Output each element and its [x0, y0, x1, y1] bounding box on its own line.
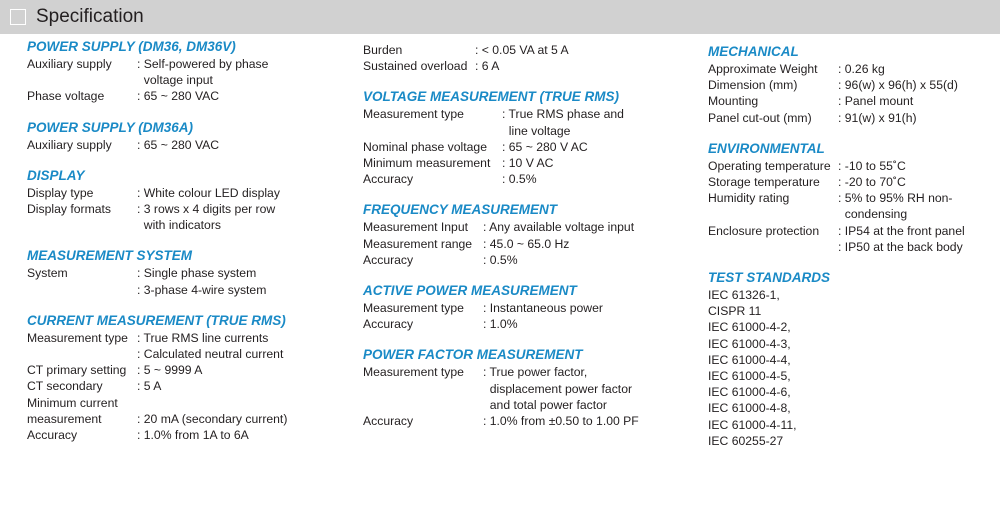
- spec-value-line: : 20 mA (secondary current): [137, 411, 288, 426]
- spec-value-line: : 1.0% from ±0.50 to 1.00 PF: [483, 414, 639, 429]
- spec-row: [363, 252, 683, 268]
- spec-label: Measurement type: [363, 365, 464, 380]
- spec-value: [137, 362, 347, 378]
- spec-value: [137, 411, 347, 427]
- spec-value: [483, 252, 683, 268]
- spec-section-active-power-measurement: [363, 282, 683, 332]
- spec-label: Measurement type: [363, 301, 464, 316]
- spec-label: Dimension (mm): [708, 78, 798, 93]
- spec-row: [708, 368, 1000, 384]
- spec-label: Accuracy: [363, 172, 414, 187]
- spec-row: [708, 384, 1000, 400]
- spec-value-line: : Panel mount: [838, 94, 914, 109]
- spec-row: [708, 336, 1000, 352]
- spec-row: [27, 137, 347, 153]
- spec-label: IEC 61000-4-6,: [708, 385, 791, 400]
- spec-value: [137, 137, 347, 153]
- spec-value-line: : 1.0% from 1A to 6A: [137, 428, 249, 443]
- spec-value: [475, 42, 683, 58]
- spec-label: Operating temperature: [708, 158, 831, 173]
- spec-value: [137, 378, 347, 394]
- section-title: MEASUREMENT SYSTEM: [27, 248, 193, 264]
- spec-value: [483, 219, 683, 235]
- section-title: POWER SUPPLY (DM36, DM36V): [27, 39, 236, 54]
- spec-label: Minimum measurement: [363, 156, 491, 171]
- spec-value-line: : -20 to 70˚C: [838, 175, 906, 190]
- spec-value: [838, 190, 1000, 222]
- spec-row: [708, 190, 1000, 222]
- spec-label: Minimum current: [27, 395, 118, 410]
- spec-column-2: [363, 42, 683, 429]
- spec-value: [137, 201, 347, 233]
- spec-label: CT primary setting: [27, 363, 127, 378]
- spec-label: IEC 61000-4-5,: [708, 369, 791, 384]
- spec-row: [708, 352, 1000, 368]
- spec-value: [502, 171, 683, 187]
- spec-row: [27, 362, 347, 378]
- spec-value: [483, 364, 683, 413]
- spec-row: [363, 42, 683, 58]
- section-title: POWER SUPPLY (DM36A): [27, 119, 194, 135]
- spec-value-line: : -10 to 55˚C: [838, 158, 906, 173]
- spec-label: Accuracy: [363, 414, 414, 429]
- spec-value-line: [137, 395, 347, 411]
- spec-row: [27, 265, 347, 297]
- section-title: ACTIVE POWER MEASUREMENT: [363, 283, 577, 299]
- section-title: DISPLAY: [27, 167, 85, 183]
- spec-value: [475, 58, 683, 74]
- spec-value-line: : 65 ~ 280 V AC: [502, 139, 588, 154]
- spec-row: [708, 223, 1000, 255]
- spec-label: Sustained overload: [363, 59, 468, 74]
- spec-value-line: : True power factor,: [483, 365, 588, 380]
- spec-value-line: : 10 V AC: [502, 156, 554, 171]
- spec-row: [27, 395, 347, 411]
- spec-row: [363, 364, 683, 413]
- spec-row: [363, 300, 683, 316]
- spec-row: [27, 56, 347, 88]
- spec-label: Display type: [27, 185, 94, 200]
- spec-value: [137, 395, 347, 411]
- spec-value-line: : Instantaneous power: [483, 301, 603, 316]
- spec-row: [363, 58, 683, 74]
- spec-value-line: : IP50 at the back body: [838, 239, 963, 254]
- spec-section-display: [27, 167, 347, 234]
- spec-value-line: : 3 rows x 4 digits per row: [137, 202, 276, 217]
- spec-value: [838, 61, 1000, 77]
- spec-value-line: displacement power factor: [483, 381, 633, 396]
- spec-section-power-supply-dm36a: [27, 119, 347, 153]
- spec-label: Enclosure protection: [708, 223, 820, 238]
- spec-value-line: line voltage: [502, 123, 571, 138]
- spec-row: [27, 201, 347, 233]
- spec-value: [137, 427, 347, 443]
- spec-value: [502, 106, 683, 138]
- spec-value-line: : 6 A: [475, 59, 500, 74]
- spec-row: [363, 219, 683, 235]
- section-title: POWER FACTOR MEASUREMENT: [363, 347, 583, 363]
- spec-label: IEC 61000-4-2,: [708, 320, 791, 335]
- spec-label: Measurement type: [363, 107, 464, 122]
- spec-value-line: : 0.5%: [483, 252, 518, 267]
- spec-value: [838, 77, 1000, 93]
- spec-value-line: : Single phase system: [137, 266, 257, 281]
- spec-label: Panel cut-out (mm): [708, 110, 812, 125]
- spec-value-line: : 3-phase 4-wire system: [137, 282, 267, 297]
- spec-header: [0, 0, 1000, 34]
- spec-label: IEC 61000-4-11,: [708, 417, 797, 432]
- spec-value: [483, 300, 683, 316]
- spec-label: Humidity rating: [708, 191, 790, 206]
- spec-label: IEC 61000-4-8,: [708, 401, 791, 416]
- spec-value-line: : 5 ~ 9999 A: [137, 363, 203, 378]
- spec-label: Accuracy: [363, 252, 414, 267]
- spec-value-line: : 96(w) x 96(h) x 55(d): [838, 78, 958, 93]
- spec-value: [838, 223, 1000, 255]
- spec-value: [838, 110, 1000, 126]
- spec-section-frequency-measurement: [363, 201, 683, 268]
- spec-row: [708, 303, 1000, 319]
- spec-value: [838, 158, 1000, 174]
- spec-section-continued: [363, 42, 683, 74]
- spec-value-line: : Any available voltage input: [483, 220, 635, 235]
- page-title: Specification: [36, 6, 144, 27]
- spec-label: Nominal phase voltage: [363, 139, 487, 154]
- spec-value-line: condensing: [838, 207, 908, 222]
- spec-value-line: : True RMS line currents: [137, 330, 269, 345]
- spec-row: [27, 378, 347, 394]
- spec-label: IEC 61000-4-3,: [708, 336, 791, 351]
- spec-label: Phase voltage: [27, 89, 105, 104]
- spec-value-line: : 0.26 kg: [838, 62, 885, 76]
- spec-value-line: : 45.0 ~ 65.0 Hz: [483, 236, 570, 251]
- spec-row: [708, 319, 1000, 335]
- spec-value-line: : 5% to 95% RH non-: [838, 191, 953, 206]
- spec-value: [483, 316, 683, 332]
- spec-value-line: voltage input: [137, 73, 213, 88]
- spec-row: [363, 236, 683, 252]
- spec-label: System: [27, 266, 68, 281]
- spec-row: [708, 287, 1000, 303]
- spec-value-line: with indicators: [137, 218, 221, 233]
- spec-value-line: : 1.0%: [483, 317, 518, 332]
- spec-row: [27, 411, 347, 427]
- spec-label: Display formats: [27, 202, 111, 217]
- spec-value: [502, 155, 683, 171]
- spec-section-power-factor-measurement: [363, 346, 683, 429]
- section-title: TEST STANDARDS: [708, 270, 831, 286]
- spec-row: [708, 93, 1000, 109]
- spec-label: Storage temperature: [708, 175, 820, 190]
- spec-label: Auxiliary supply: [27, 137, 112, 152]
- spec-label: CT secondary: [27, 379, 103, 394]
- spec-value: [838, 93, 1000, 109]
- spec-value: [137, 185, 347, 201]
- spec-value-line: : IP54 at the front panel: [838, 223, 965, 238]
- section-title: ENVIRONMENTAL: [708, 140, 825, 156]
- spec-row: [708, 417, 1000, 433]
- spec-row: [363, 139, 683, 155]
- spec-value: [137, 330, 347, 362]
- spec-value: [137, 265, 347, 297]
- spec-section-current-measurement-true-rms: [27, 312, 347, 443]
- spec-value: [137, 56, 347, 88]
- spec-label: IEC 60255-27: [708, 433, 784, 448]
- spec-row: [27, 185, 347, 201]
- section-title: MECHANICAL: [708, 44, 799, 59]
- spec-row: [708, 110, 1000, 126]
- spec-label: measurement: [27, 411, 102, 426]
- spec-value-line: : True RMS phase and: [502, 107, 624, 122]
- spec-label: IEC 61326-1,: [708, 288, 780, 303]
- spec-section-mechanical: [708, 43, 1000, 126]
- spec-value-line: : 5 A: [137, 379, 162, 394]
- spec-label: Measurement Input: [363, 220, 469, 235]
- spec-label: Measurement range: [363, 236, 473, 251]
- spec-value: [502, 139, 683, 155]
- spec-row: [27, 330, 347, 362]
- section-title: CURRENT MEASUREMENT (TRUE RMS): [27, 312, 286, 328]
- spec-row: [363, 106, 683, 138]
- spec-value: [838, 174, 1000, 190]
- spec-row: [708, 158, 1000, 174]
- section-title: FREQUENCY MEASUREMENT: [363, 202, 558, 218]
- spec-value-line: : 65 ~ 280 VAC: [137, 137, 220, 152]
- spec-row: [708, 174, 1000, 190]
- spec-label: Mounting: [708, 94, 759, 109]
- spec-row: [363, 316, 683, 332]
- spec-value-line: and total power factor: [483, 397, 607, 412]
- spec-label: IEC 61000-4-4,: [708, 352, 791, 367]
- spec-label: Auxiliary supply: [27, 57, 112, 71]
- spec-value: [137, 88, 347, 104]
- spec-label: CISPR 11: [708, 304, 762, 319]
- spec-row: [708, 433, 1000, 449]
- checkbox-square-icon: [10, 9, 26, 25]
- spec-value-line: : Calculated neutral current: [137, 347, 284, 362]
- spec-row: [363, 171, 683, 187]
- spec-label: Accuracy: [363, 317, 414, 332]
- spec-row: [363, 413, 683, 429]
- spec-value-line: : 0.5%: [502, 172, 537, 187]
- spec-label: Burden: [363, 43, 403, 57]
- spec-row: [708, 77, 1000, 93]
- spec-row: [708, 61, 1000, 77]
- spec-label: Approximate Weight: [708, 62, 818, 76]
- spec-section-voltage-measurement-true-rms: [363, 88, 683, 187]
- spec-section-test-standards: [708, 269, 1000, 449]
- spec-section-measurement-system: [27, 247, 347, 297]
- spec-value-line: : 65 ~ 280 VAC: [137, 89, 220, 104]
- spec-value-line: : 91(w) x 91(h): [838, 110, 917, 125]
- spec-value-line: : Self-powered by phase: [137, 57, 269, 71]
- spec-section-power-supply-dm36-dm36v: [27, 38, 347, 105]
- spec-value-line: : < 0.05 VA at 5 A: [475, 43, 569, 57]
- spec-row: [708, 400, 1000, 416]
- spec-value: [483, 236, 683, 252]
- section-title: VOLTAGE MEASUREMENT (TRUE RMS): [363, 89, 619, 105]
- spec-section-environmental: [708, 140, 1000, 255]
- spec-label: Measurement type: [27, 330, 128, 345]
- spec-label: Accuracy: [27, 428, 78, 443]
- spec-value-line: : White colour LED display: [137, 185, 280, 200]
- spec-row: [27, 427, 347, 443]
- spec-column-1: [27, 38, 347, 443]
- spec-column-3: [708, 43, 1000, 449]
- spec-row: [27, 88, 347, 104]
- spec-value: [483, 413, 683, 429]
- spec-row: [363, 155, 683, 171]
